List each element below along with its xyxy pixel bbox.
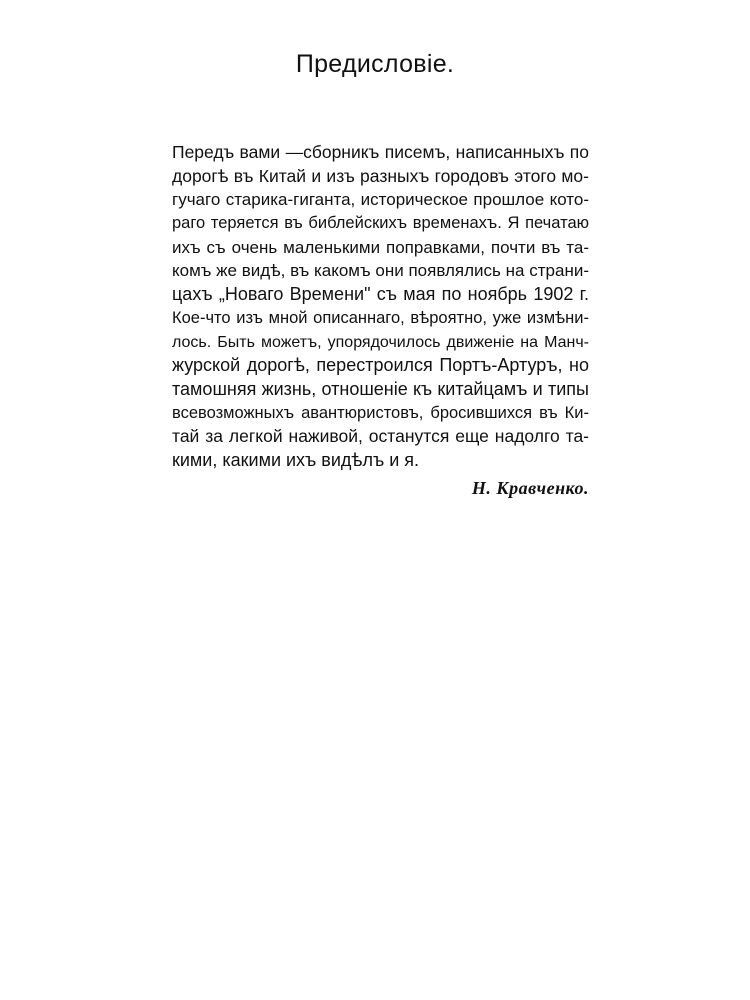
paragraph-line: Передъ вами —сборникъ писемъ, написанныхъ по (172, 142, 589, 162)
paragraph-line: гучаго старика-гиганта, историческое прошлое кото- (172, 190, 589, 210)
paragraph-line: всевозможныхъ авантюристовъ, бросившихся въ Ки- (172, 403, 589, 422)
paragraph-line: ихъ съ очень маленькими поправками, почти въ та- (172, 237, 589, 257)
paragraph-line: лось. Быть можетъ, упорядочилось движенiе на Манч- (172, 333, 589, 351)
paragraph-line: комъ же видѣ, въ какомъ они появлялись на страни- (172, 261, 589, 281)
page-title: Предисловіе. (295, 50, 455, 78)
paragraph-line: журской дорогѣ, перестроился Портъ-Артуръ, но (172, 355, 589, 376)
paragraph-line: дорогѣ въ Китай и изъ разныхъ городовъ этого мо- (172, 165, 589, 186)
paragraph-line: цахъ „Новаго Времени" съ мая по ноябрь 1902 г. (172, 284, 589, 305)
paragraph-line: Кое-что изъ мной описаннаго, вѣроятно, уже измѣни- (172, 308, 589, 327)
preface-paragraph (172, 141, 589, 473)
author-signature: Н. Кравченко. (471, 478, 589, 498)
paragraph-line: кими, какими ихъ видѣлъ и я. (172, 449, 420, 470)
paragraph-line: раго теряется въ библейскихъ временахъ. Я печатаю (172, 214, 589, 233)
paragraph-line: тай за легкой наживой, останутся еще надолго та- (172, 426, 589, 447)
paragraph-line: тамошняя жизнь, отношенiе къ китайцамъ и типы (172, 378, 589, 399)
